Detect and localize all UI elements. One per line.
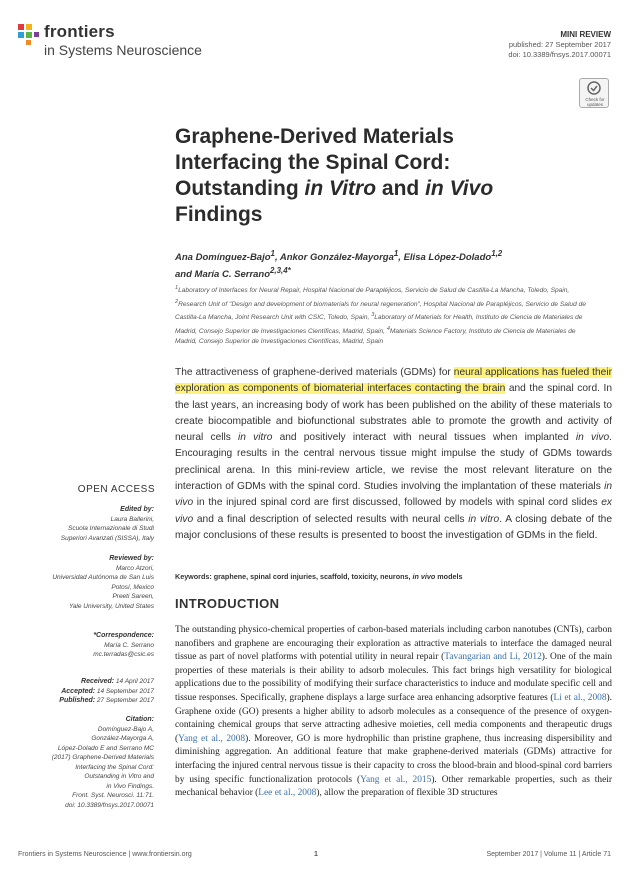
author-link[interactable]: and María C. Serrano <box>175 269 271 281</box>
doi-link[interactable]: doi: 10.3389/fnsys.2017.00071 <box>65 801 154 809</box>
affiliations: $^1$Laboratory of Interfaces for Neural Repair, Hospital Nacional de Parapléjicos, Servicio de Salud de Castilla-La Mancha, Toledo, Spain, $^2$Research Unit of "Design and development of biomaterials for neural regeneration", Hospital Nacional de Parapléjicos, Servicio de Salud de Castilla-La Mancha, Joint Research Unit with CSIC, Toledo, Spain, $^3$Laboratory of Materials for Health, Instituto de Ciencia de Materiales de Madrid, Consejo Superior de Investigaciones Científicas, Madrid, Spain, $^4$Materials Science Factory, Instituto de Ciencia de Materiales de Madrid, Consejo Superior de Investigaciones Científicas, Madrid, Spain <box>175 285 586 346</box>
dates: Received: 14 April 2017 Accepted: 14 September 2017 Published: 27 September 2017 <box>59 678 154 704</box>
published-date: published: 27 September 2017 <box>508 40 611 49</box>
page-number: 1 <box>314 851 318 858</box>
section-heading: INTRODUCTION <box>175 596 280 611</box>
citation-link[interactable]: Lee et al., 2008 <box>258 788 317 799</box>
open-access-label: OPEN ACCESS <box>77 484 155 495</box>
citation-link[interactable]: Yang et al., 2008 <box>178 733 246 744</box>
reviewed-by: Reviewed by: Marco Atzori, Universidad Autónoma de San Luis Potosí, Mexico Preeti Sareen, Yale University, United States <box>14 554 154 611</box>
doi-link[interactable]: doi: 10.3389/fnsys.2017.00071 <box>508 50 611 59</box>
keywords: Keywords: graphene, spinal cord injuries, scaffold, toxicity, neurons, in vivo models <box>175 572 463 581</box>
citation-link[interactable]: Yang et al., 2015 <box>360 774 432 785</box>
journal-logo <box>18 20 228 60</box>
abstract: The attractiveness of graphene-derived materials (GDMs) for neural applications has fueled their exploration as components of biomaterial interfaces contacting the brain and the spinal cord. In the last years, an increasing body of work has been published on the ability of these materials to create biocompatible and biofunctional substrates able to promote the growth and activity of neural cells in vitro and positively interact with neural tissues when implanted in vivo. Encouraging results in the central nervous tissue might impulse the study of GDMs towards preclinical arena. In this mini-review article, we revise the most relevant literature on the interaction of GDMs with the spinal cord. Studies involving the implantation of these materials in vivo in the injured spinal cord are first discussed, followed by models with spinal cord slides ex vivo and a final description of selected results with neural cells in vitro. A closing debate of the major conclusions of these results is presented to boost the investigation of GDMs in the field. <box>175 367 613 541</box>
edited-by: Edited by: Laura Ballerini, Scuola Internazionale di Studi Superiori Avanzati (SISSA), Italy <box>14 505 154 543</box>
correspondence: *Correspondence: María C. Serrano mc.terradas@csic.es <box>14 631 154 660</box>
author-link[interactable]: , Ankor González-Mayorga <box>274 252 394 264</box>
author-link[interactable]: , Elisa López-Dolado <box>398 252 492 264</box>
footer-issue: September 2017 | Volume 11 | Article 71 <box>486 851 611 858</box>
article-meta <box>508 30 611 60</box>
reviewer-line[interactable]: Preeti Sareen, <box>112 593 154 600</box>
footer-journal[interactable]: Frontiers in Systems Neuroscience | www.frontiersin.org <box>18 851 192 858</box>
citation-link[interactable]: Tavangarian and Li, 2012 <box>444 652 542 663</box>
reviewer-line[interactable]: Marco Atzori, <box>115 564 154 572</box>
highlighted-text[interactable]: neural applications has fueled their exploration as components of biomaterial interfaces contacting the brain <box>175 367 612 395</box>
article-title: Graphene-Derived Materials Interfacing the Spinal Cord: Outstanding in Vitro and in Vivo Findings <box>175 125 494 226</box>
check-updates-label: Check for updates <box>585 97 605 107</box>
author-list: Ana Domínguez-Bajo$^1$, Ankor González-Mayorga$^1$, Elisa López-Dolado$^{1,2}$ and María C. Serrano$^{2,3,4*}$ <box>175 249 503 281</box>
editor-line[interactable]: Laura Ballerini, <box>110 515 154 523</box>
journal-name: in Systems Neuroscience <box>44 42 202 58</box>
citation-link[interactable]: Li et al., 2008 <box>553 692 607 703</box>
check-updates-icon <box>580 79 608 99</box>
article-type: MINI REVIEW <box>560 30 611 39</box>
brand-name: frontiers <box>44 22 115 41</box>
frontiers-logo-icon <box>18 24 40 46</box>
author-link[interactable]: Ana Domínguez-Bajo <box>175 252 271 264</box>
email-link[interactable]: mc.terradas@csic.es <box>93 651 154 658</box>
citation-box: Citation: Domínguez-Bajo A, González-Mayorga A, López-Dolado E and Serrano MC (2017) Graphene-Derived Materials Interfacing the Spinal Cord: Outstanding in Vitro and in Vivo Findings. Front. Syst. Neurosci. 11:71. doi: 10.3389/fnsys.2017.00071 <box>14 715 154 810</box>
introduction-text: The outstanding physico-chemical properties of carbon-based materials including carbon nanotubes (CNTs), carbon nanofibers and graphene are encouraging their exploration as attractive materials to interface the damaged neural tissue as part of novel platforms with potential utility in neural repair (Tavangarian and Li, 2012). One of the main properties of these materials is their ability to adsorb molecules. This fact brings high versatility for biological applications due to the possibility of modifying their surface characteristics to induce and modulate specific cell and tissue responses. Specifically, graphene displays a large surface area enhancing adsorptive features (Li et al., 2008). Graphene oxide (GO) presents a higher ability to adsorb molecules as a consequence of the presence of oxygen-containing chemical groups that serve attracting adhesive moieties, cell media components and therapeutic drugs (Yang et al., 2008). Moreover, GO is more hydrophilic than pristine graphene, thus increasing dispersibility and diminishing aggregation. An additional feature that make graphene-derived materials (GDMs) attractive for interfacing the injured central nervous tissue is their capacity to cross the blood-brain and blood-spinal cord barriers by using specific functionalization protocols (Yang et al., 2015). Other remarkable properties, such as their mechanical behavior (Lee et al., 2008), allow the preparation of flexible 3D structures <box>175 625 613 799</box>
